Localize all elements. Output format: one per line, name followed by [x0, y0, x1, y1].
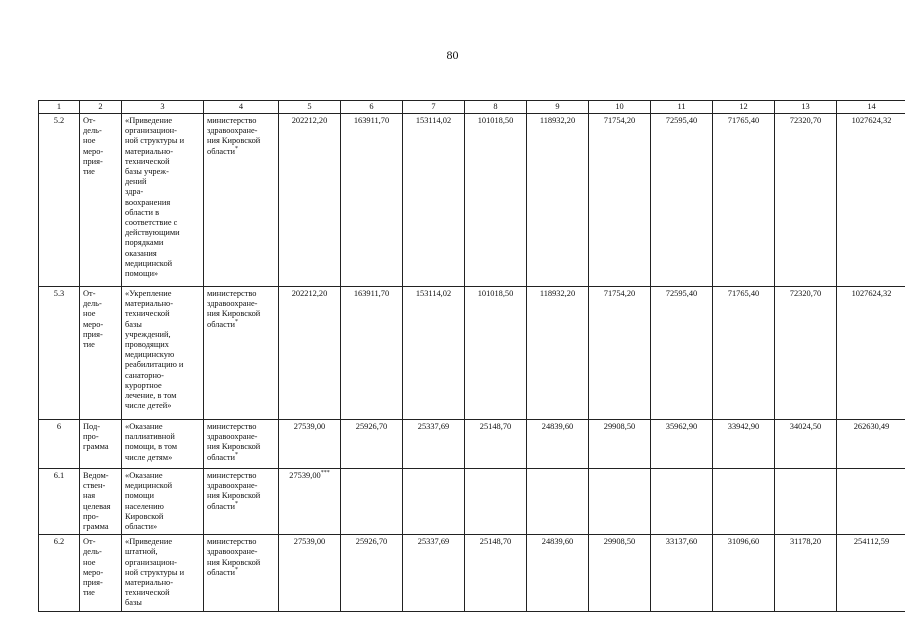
- column-header: 10: [589, 101, 651, 114]
- value-cell: [465, 469, 527, 535]
- value-cell: 101018,50: [465, 114, 527, 287]
- row-status-text: Ведом- ствен- ная целевая про- грамма: [83, 471, 111, 532]
- row-code: 5.2: [39, 114, 80, 287]
- row-name-text: «Приведение штатной, организацион- ной структуры и материально- технической базы: [125, 537, 185, 608]
- column-header: 4: [204, 101, 279, 114]
- row-name: [122, 535, 204, 612]
- row-status: [80, 114, 122, 287]
- value-cell: 33942,90: [713, 420, 775, 469]
- value-cell: [837, 469, 905, 535]
- table-row: [39, 287, 905, 420]
- header-row: [39, 101, 905, 114]
- row-executor: [204, 469, 279, 535]
- value-cell: 1027624,32: [837, 287, 905, 420]
- value-cell: 72595,40: [651, 287, 713, 420]
- row-code: 6.2: [39, 535, 80, 612]
- value-cell: 35962,90: [651, 420, 713, 469]
- column-header: 11: [651, 101, 713, 114]
- table-row: [39, 535, 905, 612]
- value-cell: 31096,60: [713, 535, 775, 612]
- column-header: 12: [713, 101, 775, 114]
- value-cell: 27539,00: [279, 420, 341, 469]
- value-cell: [403, 469, 465, 535]
- value-cell: 163911,70: [341, 114, 403, 287]
- column-header: 6: [341, 101, 403, 114]
- footnote-mark: *: [235, 145, 238, 152]
- value-cell: [279, 469, 341, 535]
- value-cell: 29908,50: [589, 420, 651, 469]
- row-executor: [204, 287, 279, 420]
- value-cell: 25337,69: [403, 420, 465, 469]
- footnote-mark: *: [235, 567, 238, 574]
- value-cell: 25926,70: [341, 420, 403, 469]
- row-status: [80, 469, 122, 535]
- value-cell: 163911,70: [341, 287, 403, 420]
- row-name: [122, 420, 204, 469]
- value-cell: 118932,20: [527, 114, 589, 287]
- value-cell: 24839,60: [527, 420, 589, 469]
- value-cell: 71754,20: [589, 114, 651, 287]
- value-cell: 33137,60: [651, 535, 713, 612]
- value-cell: 25148,70: [465, 420, 527, 469]
- value-cell: 262630,49: [837, 420, 905, 469]
- value-cell: 1027624,32: [837, 114, 905, 287]
- value-cell: 118932,20: [527, 287, 589, 420]
- value-cell: 72595,40: [651, 114, 713, 287]
- footnote-mark: ***: [320, 470, 330, 477]
- footnote-mark: *: [235, 451, 238, 458]
- page-number: 80: [446, 48, 459, 62]
- row-code: 5.3: [39, 287, 80, 420]
- value-cell: 202212,20: [279, 114, 341, 287]
- value-text: 27539,00: [289, 471, 321, 480]
- row-executor-text: министерство здравоохране- ния Кировской области: [207, 537, 261, 577]
- column-header: 13: [775, 101, 837, 114]
- value-cell: 72320,70: [775, 114, 837, 287]
- value-cell: 153114,02: [403, 287, 465, 420]
- column-header: 5: [279, 101, 341, 114]
- value-cell: [713, 469, 775, 535]
- row-status: [80, 287, 122, 420]
- column-header: 1: [39, 101, 80, 114]
- row-status-text: От- дель- ное меро- прия- тие: [83, 116, 104, 177]
- column-header: 8: [465, 101, 527, 114]
- row-executor: [204, 420, 279, 469]
- row-status: [80, 420, 122, 469]
- row-name: [122, 114, 204, 287]
- row-status-text: Под- про- грамма: [83, 422, 109, 452]
- value-cell: [651, 469, 713, 535]
- value-cell: 71765,40: [713, 114, 775, 287]
- value-cell: 27539,00: [279, 535, 341, 612]
- row-executor-text: министерство здравоохране- ния Кировской области: [207, 116, 261, 156]
- value-cell: 34024,50: [775, 420, 837, 469]
- value-cell: [775, 469, 837, 535]
- value-cell: [589, 469, 651, 535]
- row-executor: [204, 114, 279, 287]
- value-cell: 31178,20: [775, 535, 837, 612]
- value-cell: 153114,02: [403, 114, 465, 287]
- row-name: [122, 287, 204, 420]
- column-header: 9: [527, 101, 589, 114]
- row-code: 6.1: [39, 469, 80, 535]
- row-executor-text: министерство здравоохране- ния Кировской области: [207, 289, 261, 329]
- column-header: 14: [837, 101, 905, 114]
- row-status-text: От- дель- ное меро- прия- тие: [83, 289, 104, 350]
- row-code: 6: [39, 420, 80, 469]
- row-name-text: «Приведение организацион- ной структуры и материально- технической базы учреж- дений здра- воохранения области в соответствие с действующими порядками оказания медицинской помощи»: [125, 116, 185, 279]
- value-cell: 72320,70: [775, 287, 837, 420]
- column-header: 7: [403, 101, 465, 114]
- value-cell: 25337,69: [403, 535, 465, 612]
- row-name-text: «Укрепление материально- технической базы учреждений, проводящих медицинскую реабилитацию и санаторно- курортное лечение, в том числе детей»: [125, 289, 184, 411]
- row-executor-text: министерство здравоохране- ния Кировской области: [207, 471, 261, 511]
- value-cell: 202212,20: [279, 287, 341, 420]
- table-row: [39, 420, 905, 469]
- row-executor-text: министерство здравоохране- ния Кировской области: [207, 422, 261, 462]
- footnote-mark: *: [235, 318, 238, 325]
- table-row: [39, 469, 905, 535]
- row-executor: [204, 535, 279, 612]
- value-cell: 71765,40: [713, 287, 775, 420]
- column-header: 3: [122, 101, 204, 114]
- row-status: [80, 535, 122, 612]
- value-cell: 25148,70: [465, 535, 527, 612]
- value-cell: 101018,50: [465, 287, 527, 420]
- budget-table: [38, 100, 905, 612]
- footnote-mark: *: [235, 500, 238, 507]
- value-cell: 71754,20: [589, 287, 651, 420]
- value-cell: 24839,60: [527, 535, 589, 612]
- value-cell: 29908,50: [589, 535, 651, 612]
- value-cell: 25926,70: [341, 535, 403, 612]
- row-name-text: «Оказание медицинской помощи населению Кировской области»: [125, 471, 173, 532]
- row-name: [122, 469, 204, 535]
- value-cell: 254112,59: [837, 535, 905, 612]
- column-header: 2: [80, 101, 122, 114]
- row-status-text: От- дель- ное меро- прия- тие: [83, 537, 104, 598]
- value-cell: [527, 469, 589, 535]
- row-name-text: «Оказание паллиативной помощи, в том числе детям»: [125, 422, 178, 462]
- value-cell: [341, 469, 403, 535]
- table-row: [39, 114, 905, 287]
